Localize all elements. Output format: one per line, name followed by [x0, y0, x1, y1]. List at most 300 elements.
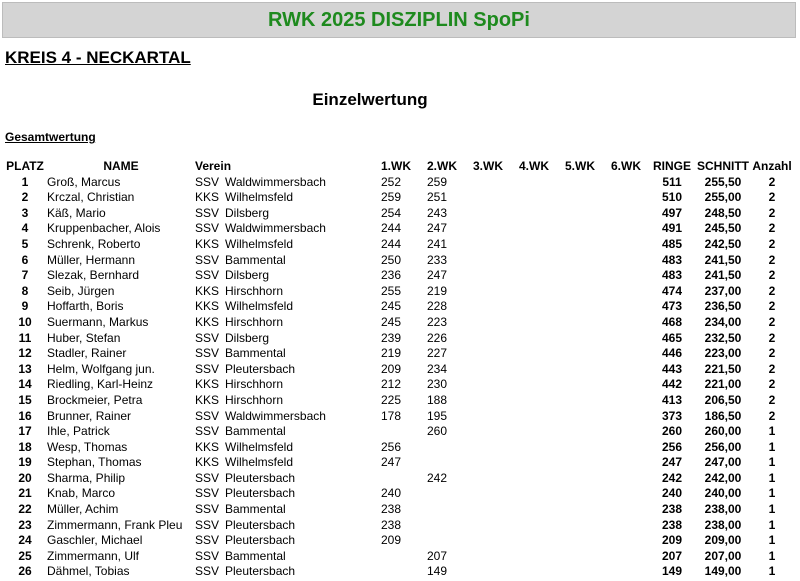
cell-wk6 [603, 549, 649, 565]
cell-klub: SSV [195, 517, 220, 532]
cell-ort: Pleutersbach [225, 564, 296, 579]
cell-wk6 [603, 409, 649, 425]
cell-name: Suermann, Markus [47, 314, 149, 329]
cell-schnitt: 237,00 [704, 283, 742, 298]
cell-klub: SSV [195, 502, 220, 517]
cell-ringe: 510 [661, 190, 683, 205]
cell-wk4 [511, 564, 557, 580]
cell-name: Brunner, Rainer [47, 408, 132, 423]
cell-wk1 [373, 424, 419, 440]
cell-wk1: 238 [381, 502, 402, 517]
cell-wk4 [511, 440, 557, 456]
cell-anzahl: 2 [768, 252, 776, 267]
cell-ringe: 483 [661, 252, 683, 267]
table-row [3, 237, 793, 253]
cell-platz: 20 [18, 470, 32, 485]
cell-wk5 [557, 284, 603, 300]
cell-ort: Dilsberg [225, 268, 270, 283]
cell-wk1: 240 [381, 486, 402, 501]
cell-wk1 [373, 471, 419, 487]
cell-platz: 21 [18, 486, 32, 501]
table-row [3, 315, 793, 331]
cell-wk6 [603, 471, 649, 487]
cell-wk2 [419, 455, 465, 471]
section-title: Einzelwertung [312, 90, 428, 109]
cell-ort: Pleutersbach [225, 517, 296, 532]
cell-wk4 [511, 486, 557, 502]
cell-wk5 [557, 564, 603, 580]
cell-wk2: 247 [427, 221, 448, 236]
cell-name: Groß, Marcus [47, 174, 121, 189]
cell-schnitt: 149,00 [704, 564, 742, 579]
cell-wk4 [511, 424, 557, 440]
cell-wk4 [511, 518, 557, 534]
cell-name: Stephan, Thomas [47, 455, 142, 470]
col-ringe: RINGE [652, 159, 691, 173]
cell-wk6 [603, 331, 649, 347]
table-header-row [3, 159, 793, 175]
cell-wk1: 209 [381, 533, 402, 548]
cell-wk1: 247 [381, 455, 402, 470]
cell-platz: 24 [18, 533, 32, 548]
cell-anzahl: 2 [768, 361, 776, 376]
cell-anzahl: 1 [768, 502, 776, 517]
cell-wk6 [603, 486, 649, 502]
cell-schnitt: 232,50 [704, 330, 742, 345]
cell-wk6 [603, 502, 649, 518]
cell-wk6 [603, 533, 649, 549]
table-row [3, 455, 793, 471]
cell-wk5 [557, 424, 603, 440]
cell-wk2: 230 [427, 377, 448, 392]
cell-anzahl: 2 [768, 408, 776, 423]
table-row [3, 486, 793, 502]
cell-wk5 [557, 455, 603, 471]
cell-name: Käß, Mario [47, 205, 106, 220]
cell-name: Schrenk, Roberto [47, 236, 141, 251]
cell-ringe: 238 [661, 502, 683, 517]
cell-wk6 [603, 206, 649, 222]
table-row [3, 564, 793, 580]
cell-wk3 [465, 221, 511, 237]
cell-wk4 [511, 206, 557, 222]
cell-wk2: 243 [427, 205, 448, 220]
cell-ringe: 413 [661, 392, 683, 407]
cell-anzahl: 1 [768, 548, 776, 563]
cell-schnitt: 241,50 [704, 268, 742, 283]
col-wk5: 5.WK [565, 159, 595, 173]
cell-wk2: 233 [427, 252, 448, 267]
cell-anzahl: 2 [768, 377, 776, 392]
cell-anzahl: 2 [768, 221, 776, 236]
table-row [3, 424, 793, 440]
cell-schnitt: 238,00 [704, 502, 742, 517]
cell-ringe: 465 [661, 330, 683, 345]
cell-wk4 [511, 502, 557, 518]
cell-anzahl: 2 [768, 205, 776, 220]
table-row [3, 190, 793, 206]
cell-klub: SSV [195, 205, 220, 220]
cell-ort: Pleutersbach [225, 486, 296, 501]
cell-wk1: 219 [381, 346, 402, 361]
cell-ringe: 511 [662, 174, 682, 189]
cell-wk2 [419, 518, 465, 534]
cell-ringe: 491 [661, 221, 683, 236]
cell-wk1 [373, 549, 419, 565]
cell-wk6 [603, 284, 649, 300]
cell-wk2: 247 [427, 268, 448, 283]
table-row [3, 440, 793, 456]
cell-ort: Bammental [225, 252, 286, 267]
cell-klub: KKS [195, 314, 220, 329]
cell-wk6 [603, 518, 649, 534]
cell-schnitt: 186,50 [704, 408, 742, 423]
cell-platz: 6 [21, 252, 29, 267]
cell-ort: Hirschhorn [225, 377, 284, 392]
cell-wk6 [603, 315, 649, 331]
cell-wk3 [465, 533, 511, 549]
cell-schnitt: 255,50 [704, 174, 742, 189]
cell-ort: Wilhelmsfeld [225, 236, 294, 251]
cell-wk4 [511, 377, 557, 393]
cell-wk6 [603, 377, 649, 393]
cell-anzahl: 1 [768, 533, 776, 548]
cell-wk3 [465, 362, 511, 378]
cell-name: Knab, Marco [47, 486, 116, 501]
cell-wk1: 254 [381, 205, 402, 220]
cell-wk3 [465, 190, 511, 206]
table-row [3, 549, 793, 565]
cell-wk2 [419, 440, 465, 456]
table-row [3, 377, 793, 393]
cell-wk2: 226 [427, 330, 448, 345]
cell-ringe: 260 [661, 424, 683, 439]
cell-ort: Wilhelmsfeld [225, 190, 294, 205]
cell-klub: KKS [195, 392, 220, 407]
col-wk3: 3.WK [473, 159, 503, 173]
cell-ringe: 474 [661, 283, 683, 298]
cell-ringe: 256 [661, 439, 683, 454]
cell-wk2: 251 [427, 190, 448, 205]
cell-name: Krczal, Christian [47, 190, 135, 205]
cell-ringe: 373 [661, 408, 683, 423]
cell-platz: 7 [21, 268, 29, 283]
cell-platz: 8 [21, 283, 29, 298]
cell-platz: 3 [21, 205, 29, 220]
cell-ringe: 473 [661, 299, 683, 314]
cell-wk4 [511, 455, 557, 471]
cell-wk4 [511, 533, 557, 549]
cell-wk6 [603, 455, 649, 471]
cell-klub: SSV [195, 361, 220, 376]
cell-wk5 [557, 346, 603, 362]
cell-ringe: 443 [661, 361, 683, 376]
cell-platz: 13 [18, 361, 32, 376]
cell-platz: 15 [18, 392, 32, 407]
cell-wk1: 209 [381, 361, 402, 376]
table-row [3, 362, 793, 378]
cell-ringe: 446 [661, 346, 683, 361]
cell-wk3 [465, 409, 511, 425]
cell-wk5 [557, 533, 603, 549]
cell-anzahl: 2 [768, 190, 776, 205]
cell-klub: SSV [195, 408, 220, 423]
cell-wk3 [465, 284, 511, 300]
cell-schnitt: 209,00 [704, 533, 742, 548]
cell-wk3 [465, 175, 511, 191]
cell-schnitt: 206,50 [704, 392, 742, 407]
cell-anzahl: 2 [768, 268, 776, 283]
cell-schnitt: 234,00 [704, 314, 742, 329]
cell-wk3 [465, 486, 511, 502]
cell-wk1: 178 [381, 408, 402, 423]
cell-platz: 22 [18, 502, 32, 517]
cell-wk5 [557, 331, 603, 347]
cell-wk1: 255 [381, 283, 402, 298]
table-row [3, 409, 793, 425]
cell-wk5 [557, 315, 603, 331]
cell-wk3 [465, 502, 511, 518]
cell-wk2 [419, 502, 465, 518]
table-row [3, 206, 793, 222]
cell-platz: 10 [18, 314, 32, 329]
cell-wk5 [557, 253, 603, 269]
cell-name: Brockmeier, Petra [47, 392, 143, 407]
cell-wk5 [557, 175, 603, 191]
cell-ort: Hirschhorn [225, 283, 284, 298]
cell-wk4 [511, 221, 557, 237]
cell-klub: KKS [195, 455, 220, 470]
col-wk1: 1.WK [381, 159, 411, 173]
cell-wk1: 225 [381, 392, 402, 407]
cell-wk5 [557, 440, 603, 456]
cell-name: Slezak, Bernhard [47, 268, 140, 283]
table-row [3, 393, 793, 409]
subsection-heading: Gesamtwertung [5, 130, 96, 144]
cell-anzahl: 1 [768, 486, 776, 501]
cell-ringe: 468 [661, 314, 683, 329]
cell-wk4 [511, 190, 557, 206]
cell-name: Dähmel, Tobias [47, 564, 130, 579]
cell-ort: Bammental [225, 346, 286, 361]
cell-ort: Hirschhorn [225, 392, 284, 407]
cell-wk4 [511, 175, 557, 191]
cell-anzahl: 2 [768, 174, 776, 189]
table-row [3, 471, 793, 487]
cell-anzahl: 1 [768, 439, 776, 454]
results-table [3, 159, 793, 580]
cell-platz: 16 [18, 408, 32, 423]
cell-platz: 12 [18, 346, 32, 361]
cell-anzahl: 1 [768, 424, 776, 439]
cell-wk3 [465, 440, 511, 456]
cell-klub: KKS [195, 439, 220, 454]
cell-anzahl: 2 [768, 236, 776, 251]
cell-wk2: 241 [427, 236, 448, 251]
cell-name: Kruppenbacher, Alois [47, 221, 161, 236]
col-name: NAME [103, 159, 139, 173]
cell-wk4 [511, 393, 557, 409]
cell-ort: Dilsberg [225, 205, 270, 220]
col-verein: Verein [195, 159, 232, 173]
cell-wk4 [511, 268, 557, 284]
cell-wk1: 250 [381, 252, 402, 267]
cell-wk6 [603, 440, 649, 456]
cell-wk4 [511, 237, 557, 253]
table-row [3, 518, 793, 534]
cell-platz: 11 [18, 330, 32, 345]
cell-klub: SSV [195, 174, 220, 189]
cell-wk1: 236 [381, 268, 402, 283]
cell-klub: SSV [195, 252, 220, 267]
cell-anzahl: 2 [768, 392, 776, 407]
cell-schnitt: 221,50 [704, 361, 742, 376]
cell-wk6 [603, 190, 649, 206]
cell-wk3 [465, 237, 511, 253]
cell-ringe: 209 [661, 533, 683, 548]
cell-platz: 1 [21, 174, 29, 189]
cell-klub: SSV [195, 486, 220, 501]
cell-ort: Pleutersbach [225, 533, 296, 548]
cell-klub: KKS [195, 236, 220, 251]
cell-ringe: 247 [661, 455, 683, 470]
cell-schnitt: 223,00 [704, 346, 742, 361]
cell-wk1: 238 [381, 517, 402, 532]
cell-platz: 25 [18, 548, 32, 563]
cell-wk5 [557, 299, 603, 315]
cell-ort: Pleutersbach [225, 361, 296, 376]
cell-wk5 [557, 549, 603, 565]
cell-klub: SSV [195, 221, 220, 236]
cell-wk5 [557, 206, 603, 222]
cell-wk1: 252 [381, 174, 402, 189]
cell-name: Zimmermann, Ulf [47, 548, 140, 563]
table-row [3, 502, 793, 518]
cell-ringe: 240 [661, 486, 683, 501]
cell-wk6 [603, 237, 649, 253]
cell-klub: KKS [195, 377, 220, 392]
cell-klub: SSV [195, 470, 220, 485]
cell-wk2: 188 [427, 392, 448, 407]
cell-wk4 [511, 409, 557, 425]
cell-wk6 [603, 268, 649, 284]
kreis-heading: KREIS 4 - NECKARTAL [5, 48, 191, 67]
cell-wk1: 256 [381, 439, 402, 454]
cell-klub: SSV [195, 564, 220, 579]
cell-schnitt: 248,50 [704, 205, 742, 220]
cell-wk2 [419, 533, 465, 549]
cell-anzahl: 2 [768, 283, 776, 298]
cell-wk2 [419, 486, 465, 502]
cell-wk4 [511, 253, 557, 269]
cell-wk3 [465, 518, 511, 534]
cell-klub: KKS [195, 283, 220, 298]
cell-wk4 [511, 315, 557, 331]
cell-schnitt: 256,00 [704, 439, 742, 454]
cell-ringe: 483 [661, 268, 683, 283]
cell-wk6 [603, 299, 649, 315]
cell-wk5 [557, 377, 603, 393]
cell-schnitt: 221,00 [704, 377, 742, 392]
cell-wk6 [603, 221, 649, 237]
cell-wk2: 207 [427, 548, 448, 563]
cell-wk5 [557, 502, 603, 518]
cell-name: Müller, Hermann [47, 252, 136, 267]
cell-wk4 [511, 331, 557, 347]
cell-schnitt: 242,00 [704, 470, 742, 485]
cell-wk3 [465, 253, 511, 269]
cell-platz: 18 [18, 439, 32, 454]
table-row [3, 221, 793, 237]
cell-klub: SSV [195, 330, 220, 345]
cell-wk1: 245 [381, 314, 402, 329]
cell-name: Sharma, Philip [47, 470, 126, 485]
cell-wk4 [511, 299, 557, 315]
cell-wk3 [465, 206, 511, 222]
cell-wk2: 227 [427, 346, 448, 361]
cell-ort: Wilhelmsfeld [225, 439, 294, 454]
col-wk2: 2.WK [427, 159, 457, 173]
cell-wk5 [557, 518, 603, 534]
cell-ort: Hirschhorn [225, 314, 284, 329]
cell-platz: 26 [18, 564, 32, 579]
table-row [3, 284, 793, 300]
cell-wk3 [465, 315, 511, 331]
cell-wk3 [465, 471, 511, 487]
cell-wk1: 212 [381, 377, 402, 392]
cell-wk2: 260 [427, 424, 448, 439]
cell-ort: Waldwimmersbach [225, 174, 326, 189]
cell-anzahl: 1 [768, 455, 776, 470]
cell-wk1: 245 [381, 299, 402, 314]
cell-name: Huber, Stefan [47, 330, 121, 345]
cell-ort: Waldwimmersbach [225, 221, 326, 236]
cell-ort: Bammental [225, 502, 286, 517]
cell-ort: Pleutersbach [225, 470, 296, 485]
table-row [3, 533, 793, 549]
cell-anzahl: 2 [768, 299, 776, 314]
col-anzahl: Anzahl [752, 159, 792, 173]
cell-name: Helm, Wolfgang jun. [47, 361, 155, 376]
cell-wk3 [465, 393, 511, 409]
cell-ringe: 207 [661, 548, 683, 563]
cell-wk5 [557, 409, 603, 425]
cell-wk4 [511, 362, 557, 378]
cell-name: Wesp, Thomas [47, 439, 128, 454]
cell-name: Hoffarth, Boris [47, 299, 124, 314]
cell-wk3 [465, 549, 511, 565]
table-row [3, 253, 793, 269]
table-row [3, 268, 793, 284]
cell-wk6 [603, 253, 649, 269]
cell-platz: 14 [18, 377, 32, 392]
cell-ringe: 242 [661, 470, 683, 485]
cell-anzahl: 2 [768, 346, 776, 361]
cell-schnitt: 245,50 [704, 221, 742, 236]
cell-schnitt: 241,50 [704, 252, 742, 267]
cell-ringe: 497 [661, 205, 683, 220]
cell-klub: SSV [195, 268, 220, 283]
cell-wk3 [465, 331, 511, 347]
cell-wk1: 244 [381, 236, 402, 251]
cell-wk2: 223 [427, 314, 448, 329]
cell-schnitt: 247,00 [704, 455, 742, 470]
cell-ringe: 442 [661, 377, 683, 392]
cell-wk4 [511, 549, 557, 565]
col-wk6: 6.WK [611, 159, 641, 173]
cell-wk3 [465, 455, 511, 471]
cell-platz: 17 [18, 424, 32, 439]
